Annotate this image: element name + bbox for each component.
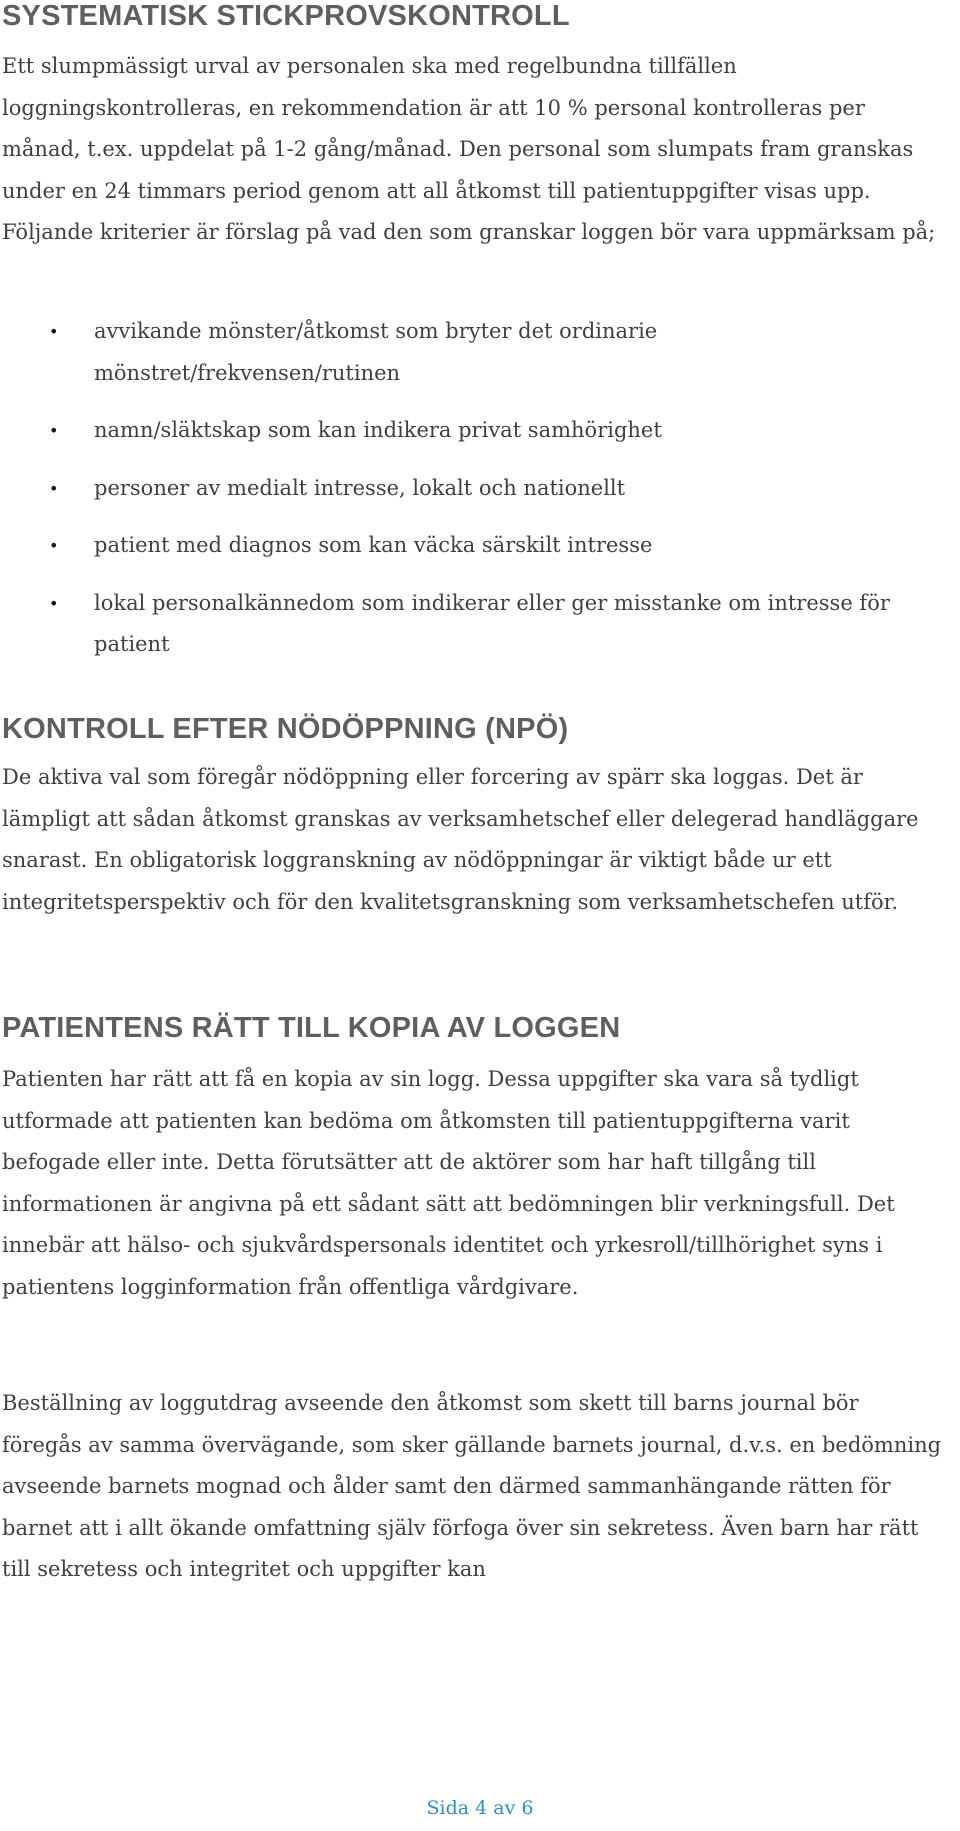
criteria-list-item (0, 311, 934, 394)
criteria-text: namn/släktskap som kan indikera privat samhörighet (94, 418, 662, 442)
bullet-icon: • (49, 322, 59, 341)
npo-paragraph: De aktiva val som föregår nödöppning eller forcering av spärr ska loggas. Det är lämpligt att sådan åtkomst granskas av verksamhetschef eller delegerad handläggare snarast. En obligatorisk loggranskning av nödöppningar är viktigt både ur ett integritetsperspektiv och för den kvalitetsgranskning som verksamhetschefen utför. (2, 765, 919, 914)
patient-copy-paragraph-2: Beställning av loggutdrag avseende den åtkomst som skett till barns journal bör föregås av samma övervägande, som sker gällande barnets journal, d.v.s. en bedömning avseende barnets mognad och ålder samt den därmed sammanhängande rätten för barnet att i allt ökande omfattning själv förfoga över sin sekretess. Även barn har rätt till sekretess och integritet och uppgifter kan (2, 1391, 942, 1582)
criteria-list-item (0, 583, 934, 666)
bullet-icon: • (49, 421, 59, 440)
criteria-list-item (0, 410, 934, 452)
section-heading-stickprov: SYSTEMATISK STICKPROVSKONTROLL (2, 0, 570, 32)
criteria-text: avvikande mönster/åtkomst som bryter det ordinarie mönstret/frekvensen/rutinen (94, 319, 658, 385)
page-number: Sida 4 av 6 (426, 1797, 534, 1819)
criteria-list-item (0, 468, 934, 510)
bullet-icon: • (49, 536, 59, 555)
patient-copy-paragraph-1: Patienten har rätt att få en kopia av sin logg. Dessa uppgifter ska vara så tydligt utformade att patienten kan bedöma om åtkomsten till patientuppgifterna varit befogade eller inte. Detta förutsätter att de aktörer som har haft tillgång till informationen är angivna på ett sådant sätt att bedömningen blir verkningsfull. Det innebär att hälso- och sjukvårdspersonals identitet och yrkesroll/tillhörighet syns i patientens logginformation från offentliga vårdgivare. (2, 1067, 895, 1299)
criteria-text: personer av medialt intresse, lokalt och nationellt (94, 475, 626, 500)
bullet-icon: • (49, 593, 59, 613)
criteria-list-item (0, 525, 934, 567)
criteria-text: patient med diagnos som kan väcka särskilt intresse (94, 533, 653, 557)
bullet-icon: • (49, 478, 59, 498)
criteria-list (0, 311, 960, 682)
stickprov-intro-paragraph: Ett slumpmässigt urval av personalen ska med regelbundna tillfällen loggningskontrolleras, en rekommendation är att 10 % personal kontrolleras per månad, t.ex. uppdelat på 1-2 gång/månad. Den personal som slumpats fram granskas under en 24 timmars period genom att all åtkomst till patientuppgifter visas upp. Följande kriterier är förslag på vad den som granskar loggen bör vara uppmärksam på; (2, 54, 936, 245)
section-heading-npo: KONTROLL EFTER NÖDÖPPNING (NPÖ) (2, 713, 569, 745)
section-heading-patient-copy: PATIENTENS RÄTT TILL KOPIA AV LOGGEN (2, 1012, 621, 1044)
criteria-text: lokal personalkännedom som indikerar eller ger misstanke om intresse för patient (94, 590, 890, 656)
